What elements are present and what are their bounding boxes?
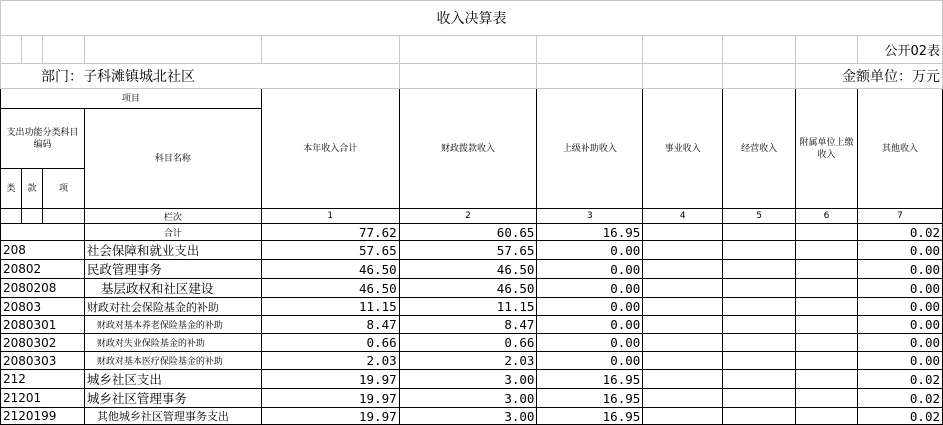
row-name: 社会保障和就业支出 [84,241,261,260]
row-code: 20802 [1,260,85,279]
header-col-affiliate: 附属单位上缴收入 [796,89,858,209]
cell-superior: 0.00 [537,241,643,260]
row-code: 2080303 [1,352,85,370]
col-num: 2 [399,209,537,224]
col-num: 4 [643,209,723,224]
row-code: 2080208 [1,279,85,298]
cell-superior: 16.95 [537,224,643,241]
table-row [1,408,943,425]
cell-other: 0.02 [857,224,942,241]
col-num: 5 [723,209,796,224]
cell-business [643,370,723,389]
cell-affiliate [796,241,858,260]
cell-fiscal: 2.03 [399,352,537,370]
cell-other: 0.00 [857,298,942,316]
col-num: 1 [261,209,399,224]
cell-superior: 0.00 [537,334,643,352]
cell-total: 19.97 [261,389,399,408]
cell-fiscal: 60.65 [399,224,537,241]
cell-business [643,408,723,425]
cell-affiliate [796,370,858,389]
cell-total: 8.47 [261,316,399,334]
cell-fiscal: 57.65 [399,241,537,260]
cell-operating [723,389,796,408]
cell-fiscal: 3.00 [399,408,537,425]
row-name: 财政对失业保险基金的补助 [84,334,261,352]
table-row [1,260,943,279]
cell-superior: 0.00 [537,260,643,279]
cell-business [643,316,723,334]
cell-operating [723,316,796,334]
row-name: 财政对社会保险基金的补助 [84,298,261,316]
cell-affiliate [796,316,858,334]
cell-superior: 16.95 [537,408,643,425]
cell-total: 2.03 [261,352,399,370]
col-num: 6 [796,209,858,224]
header-subject-name: 科目名称 [84,109,261,209]
cell-other: 0.02 [857,370,942,389]
cell-business [643,241,723,260]
cell-total: 46.50 [261,260,399,279]
cell-other: 0.02 [857,389,942,408]
cell-other: 0.00 [857,260,942,279]
header-col-other: 其他收入 [857,89,942,209]
row-name: 财政对基本医疗保险基金的补助 [84,352,261,370]
table-row [1,352,943,370]
cell-fiscal: 46.50 [399,279,537,298]
cell-affiliate [796,224,858,241]
cell-business [643,352,723,370]
cell-superior: 16.95 [537,389,643,408]
cell-business [643,389,723,408]
row-code: 212 [1,370,85,389]
cell-total: 11.15 [261,298,399,316]
cell-total: 0.66 [261,334,399,352]
row-name: 民政管理事务 [84,260,261,279]
row-name: 合计 [84,224,261,241]
cell-other: 0.00 [857,279,942,298]
row-code: 21201 [1,389,85,408]
cell-fiscal: 3.00 [399,389,537,408]
cell-superior: 0.00 [537,352,643,370]
cell-operating [723,279,796,298]
cell-business [643,224,723,241]
cell-total: 77.62 [261,224,399,241]
cell-fiscal: 11.15 [399,298,537,316]
cell-other: 0.00 [857,241,942,260]
table-title: 收入决算表 [1,1,943,36]
cell-business [643,334,723,352]
cell-fiscal: 3.00 [399,370,537,389]
cell-fiscal: 8.47 [399,316,537,334]
header-kuan: 款 [21,169,42,209]
row-name: 城乡社区管理事务 [84,389,261,408]
cell-superior: 0.00 [537,279,643,298]
cell-business [643,260,723,279]
cell-total: 57.65 [261,241,399,260]
cell-affiliate [796,389,858,408]
cell-fiscal: 0.66 [399,334,537,352]
department-label: 部门：子科滩镇城北社区 [1,64,400,89]
cell-other: 0.00 [857,352,942,370]
cell-affiliate [796,260,858,279]
table-row [1,389,943,408]
cell-superior: 0.00 [537,316,643,334]
row-code: 2080302 [1,334,85,352]
unit-label: 金额单位：万元 [796,64,943,89]
header-lei: 类 [1,169,22,209]
cell-total: 46.50 [261,279,399,298]
header-func-code: 支出功能分类科目编码 [1,109,85,169]
header-col-fiscal: 财政拨款收入 [399,89,537,209]
row-index-label: 栏次 [84,209,261,224]
table-row [1,370,943,389]
cell-superior: 0.00 [537,298,643,316]
cell-affiliate [796,334,858,352]
row-name: 基层政权和社区建设 [84,279,261,298]
cell-other: 0.00 [857,334,942,352]
header-item: 项目 [1,89,262,109]
header-col-operating: 经营收入 [723,89,796,209]
cell-operating [723,334,796,352]
header-col-business: 事业收入 [643,89,723,209]
cell-total: 19.97 [261,370,399,389]
header-col-superior: 上级补助收入 [537,89,643,209]
row-code [1,224,85,241]
cell-operating [723,352,796,370]
cell-operating [723,370,796,389]
col-num: 7 [857,209,942,224]
table-row [1,241,943,260]
cell-business [643,298,723,316]
header-xiang: 项 [42,169,84,209]
row-code: 2080301 [1,316,85,334]
table-row [1,298,943,316]
cell-operating [723,408,796,425]
cell-total: 19.97 [261,408,399,425]
cell-affiliate [796,279,858,298]
col-num: 3 [537,209,643,224]
table-row [1,224,943,241]
table-row [1,316,943,334]
cell-operating [723,260,796,279]
header-col-total: 本年收入合计 [261,89,399,209]
cell-other: 0.02 [857,408,942,425]
row-code: 20803 [1,298,85,316]
cell-operating [723,224,796,241]
cell-affiliate [796,298,858,316]
cell-other: 0.00 [857,316,942,334]
cell-fiscal: 46.50 [399,260,537,279]
cell-business [643,279,723,298]
cell-operating [723,298,796,316]
table-row [1,279,943,298]
cell-superior: 16.95 [537,370,643,389]
cell-affiliate [796,352,858,370]
row-code: 2120199 [1,408,85,425]
cell-affiliate [796,408,858,425]
table-code: 公开02表 [857,36,942,64]
row-name: 财政对基本养老保险基金的补助 [84,316,261,334]
row-name: 城乡社区支出 [84,370,261,389]
table-row [1,334,943,352]
cell-operating [723,241,796,260]
row-name: 其他城乡社区管理事务支出 [84,408,261,425]
row-code: 208 [1,241,85,260]
